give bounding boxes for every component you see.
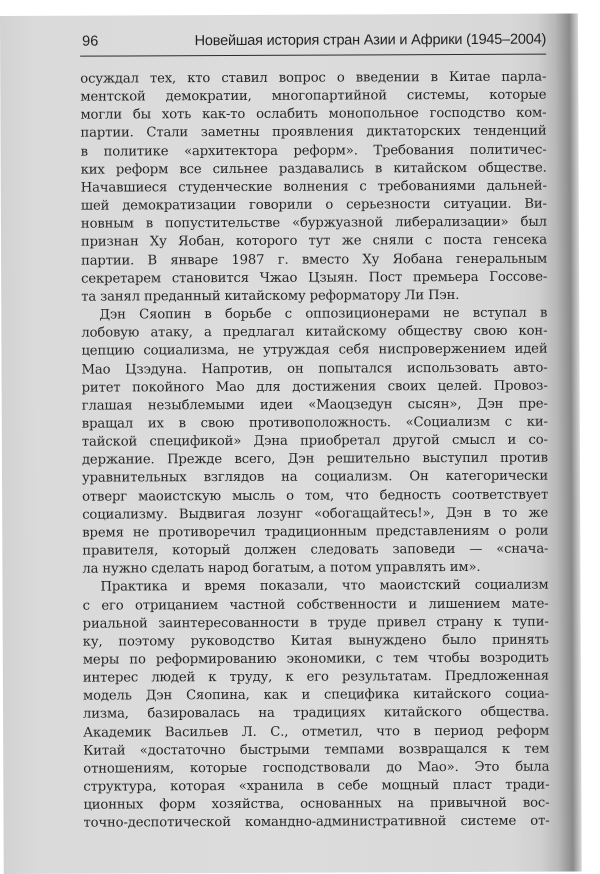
- text-line: уравнительных взглядов на социализм. Он категорически: [81, 469, 549, 487]
- text-line: точно-деспотической командно-административной системе от-: [83, 814, 550, 832]
- text-line: интерес людей к труду, к его результатам. Предложенная: [82, 668, 549, 686]
- text-line: ментской демократии, многопартийной системы, которые: [80, 87, 547, 105]
- text-line: ритет покойного Мао для достижения своих целей. Провоз-: [81, 378, 548, 396]
- text-line: ку, поэтому руководство Китая вынуждено было принять: [82, 632, 549, 650]
- text-line: та занял преданный китайскому реформатору Ли Пэн.: [81, 287, 460, 305]
- text-line: ла нужно сделать народ богатым, а потом управлять им».: [82, 560, 481, 577]
- text-line: структура, которая «хранила в себе мощный пласт тради-: [83, 777, 550, 795]
- text-line: ких реформ все сильнее раздавались в китайском обществе.: [80, 160, 547, 178]
- text-line: с его отрицанием частной собственности и лишением мате-: [82, 596, 549, 614]
- text-line: лобовую атаку, а предлагал китайскому обществу свою кон-: [81, 323, 548, 341]
- text-line: отношениям, которые господствовали до Мао». Это была: [83, 759, 550, 777]
- page-number: 96: [82, 33, 99, 50]
- text-line: Начавшиеся студенческие волнения с требованиями дальней-: [80, 178, 547, 196]
- text-line: время не противоречил традиционным представлениям о роли: [82, 523, 549, 541]
- body-text: [80, 69, 549, 834]
- text-line: Академик Васильев Л. С., отметил, что в период реформ: [83, 723, 550, 741]
- text-line: партии. В январе 1987 г. вместо Ху Яобана генеральным: [81, 251, 548, 269]
- text-line: тайской спецификой» Дэна приобретал другой смысл и со-: [81, 432, 548, 450]
- text-line: новным в попустительстве «буржуазной либерализации» был: [80, 214, 547, 232]
- text-line: меры по реформированию экономики, с тем чтобы возродить: [82, 650, 549, 668]
- text-line: Китай «достаточно быстрыми темпами возвращался к тем: [83, 741, 550, 759]
- text-line: партии. Стали заметны проявления диктаторских тенденций: [80, 124, 547, 142]
- text-line: модель Дэн Сяопина, как и специфика китайского социа-: [82, 686, 549, 704]
- text-line: ционных форм хозяйства, основанных на привычной вос-: [83, 795, 550, 813]
- text-line: вращал их в свою противоположность. «Социализм с ки-: [81, 414, 548, 432]
- text-line: осуждал тех, кто ставил вопрос о введении в Китае парла-: [80, 69, 547, 87]
- text-line: отверг маоистскую мысль о том, что бедность соответствует: [82, 487, 549, 505]
- text-line: секретарем становится Чжао Цзыян. Пост премьера Госсове-: [81, 269, 548, 287]
- text-line: Практика и время показали, что маоистский социализм: [100, 577, 549, 595]
- text-line: глашая незыблемыми идеи «Маоцзедун сысян», Дэн пре-: [81, 396, 548, 414]
- text-line: в политике «архитектора реформ». Требования политичес-: [80, 142, 547, 160]
- text-line: лизма, базировалась на традициях китайского общества.: [83, 705, 550, 723]
- running-title: Новейшая история стран Азии и Африки (1945–2004): [194, 31, 547, 50]
- text-line: признан Ху Яобан, которого тут же сняли с поста генсека: [80, 233, 548, 251]
- text-line: риальной заинтересованности в труде привел страну к тупи-: [82, 614, 549, 632]
- text-line: цепцию социализма, не утруждая себя ниспровержением идей: [81, 341, 548, 359]
- text-line: держание. Прежде всего, Дэн решительно выступил против: [81, 450, 548, 468]
- text-line: Дэн Сяопин в борьбе с оппозиционерами не вступал в: [99, 305, 548, 323]
- text-line: могли бы хоть как-то ослабить монопольное господство ком-: [80, 105, 547, 123]
- text-line: социализму. Выдвигая лозунг «обогащайтесь!», Дэн в то же: [82, 505, 549, 523]
- scanned-book-page: [0, 13, 582, 874]
- text-line: Мао Цзэдуна. Напротив, он попытался использовать авто-: [81, 360, 548, 378]
- page-header: [80, 28, 546, 57]
- text-line: правителя, который должен следовать заповеди — «снача-: [82, 541, 549, 559]
- text-line: шей демократизации говорили о серьезности ситуации. Ви-: [80, 196, 547, 214]
